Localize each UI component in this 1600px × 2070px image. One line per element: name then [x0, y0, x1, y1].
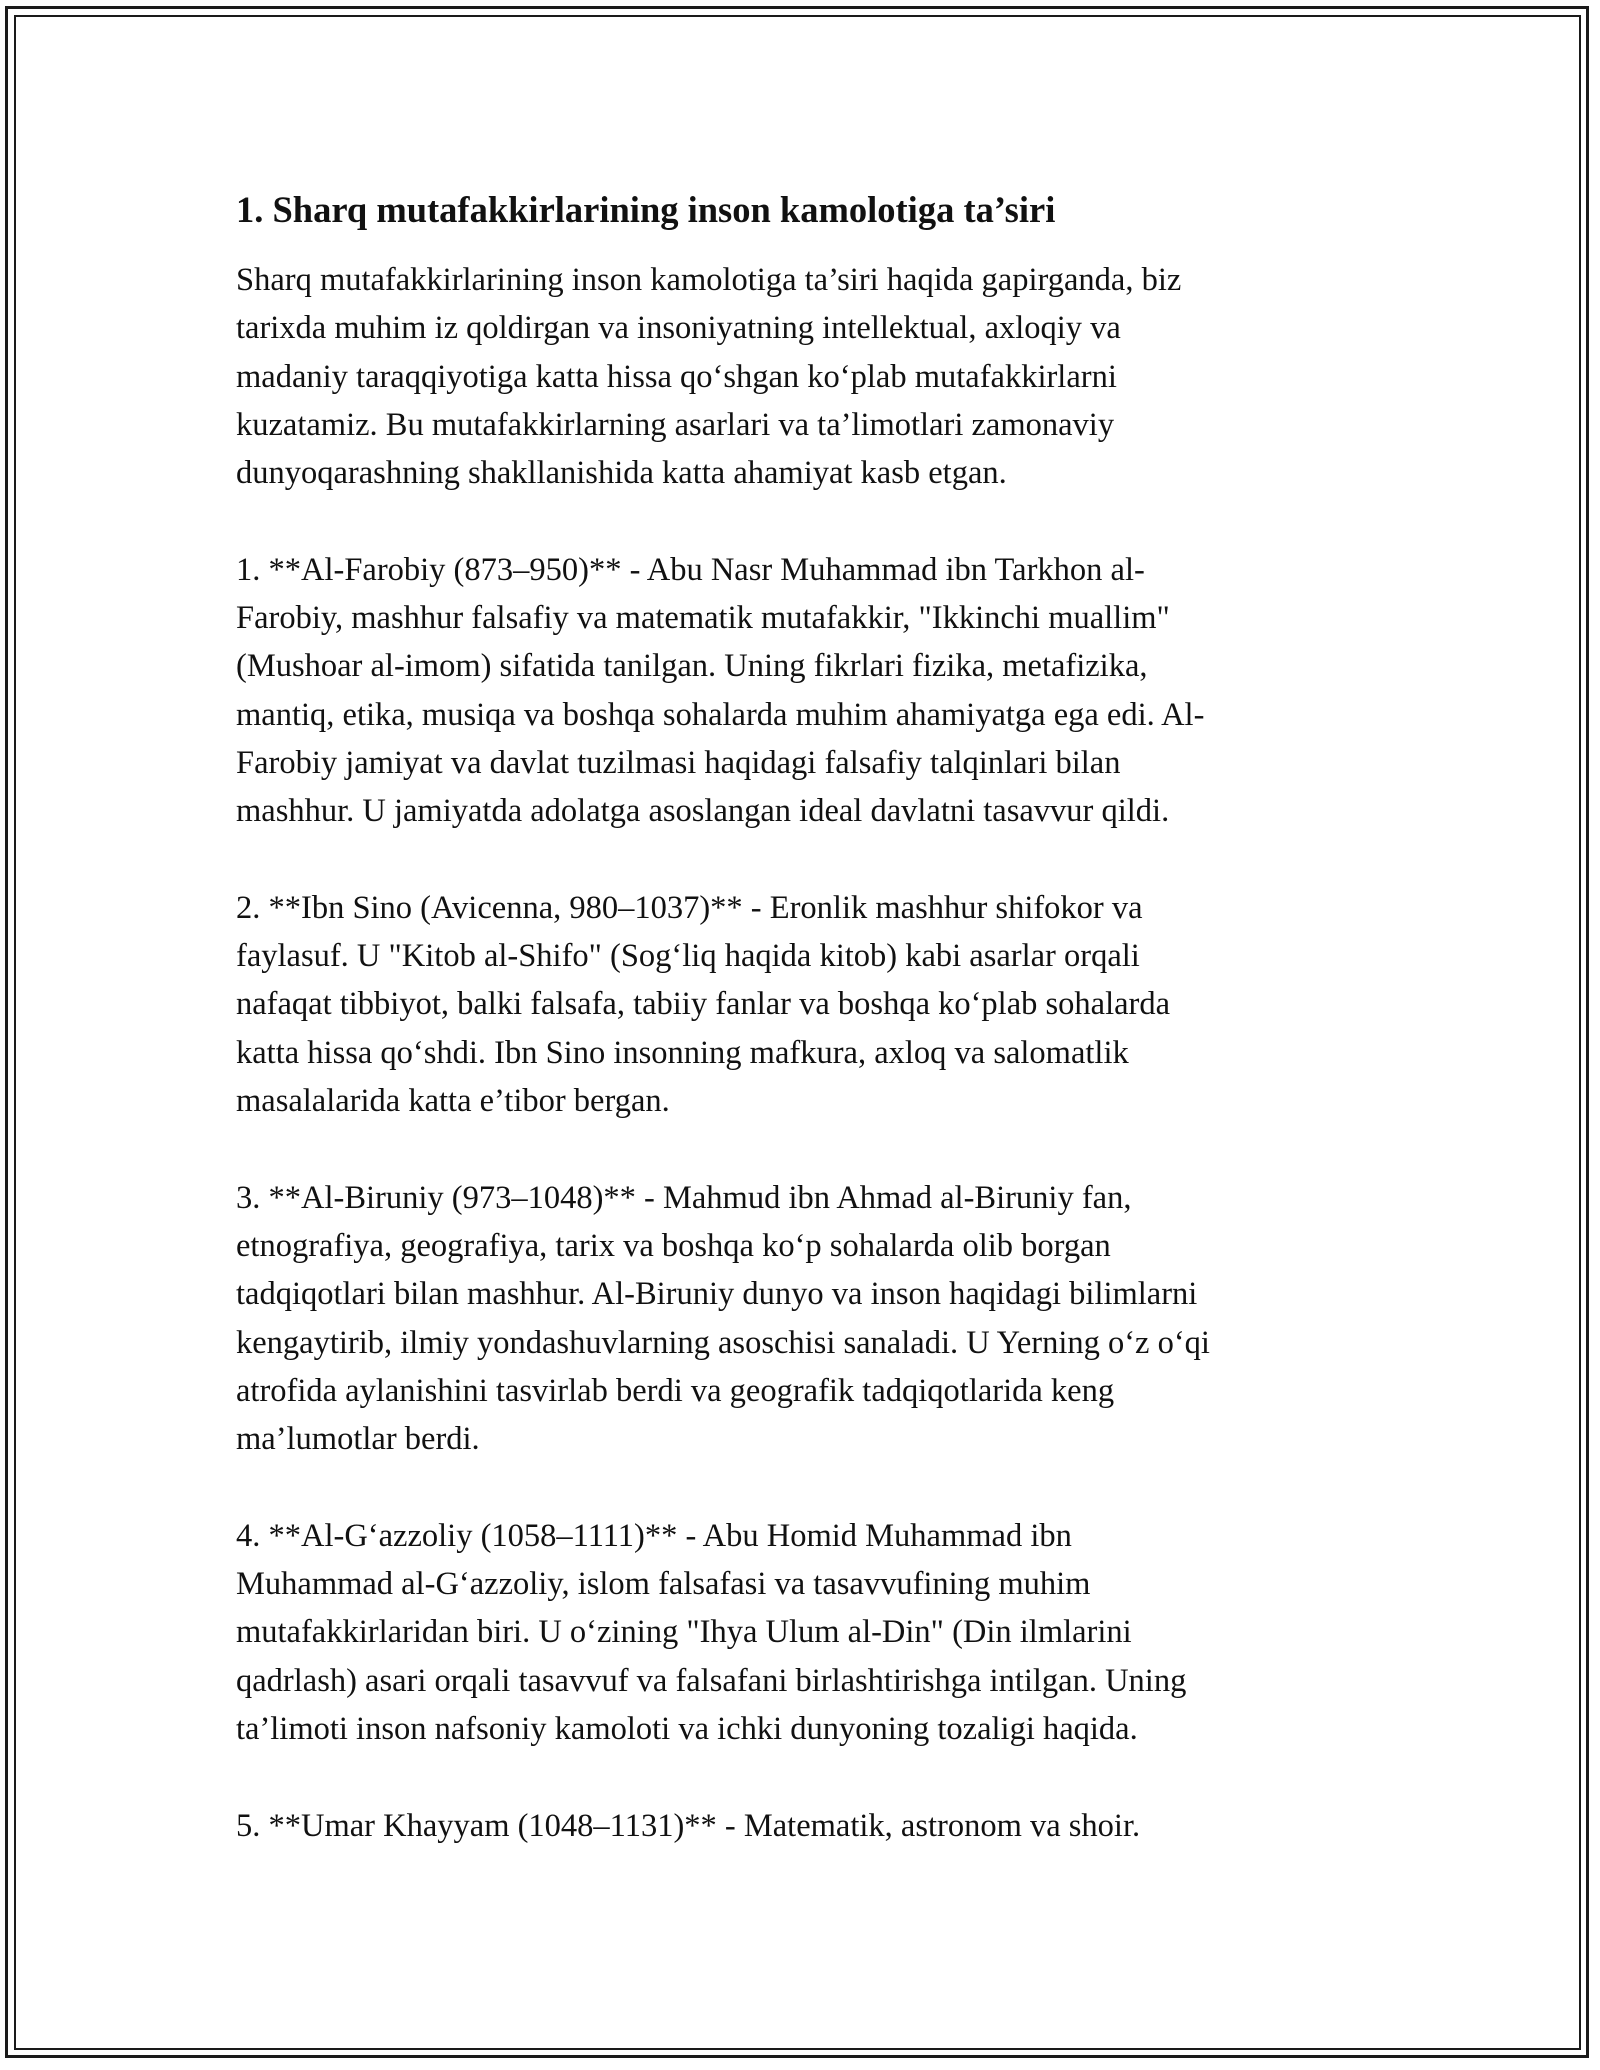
- text-line: dunyoqarashning shakllanishida katta ahamiyat kasb etgan.: [236, 455, 1007, 492]
- text-line: (Mushoar al-imom) sifatida tanilgan. Uning fikrlari fizika, metafizika,: [236, 648, 1148, 685]
- text-line: katta hissa qo‘shdi. Ibn Sino insonning mafkura, axloq va salomatlik: [236, 1034, 1129, 1071]
- text-line: Sharq mutafakkirlarining inson kamolotiga ta’siri haqida gapirganda, biz: [236, 262, 1182, 298]
- paragraph-al-gazzoliy: [236, 1512, 1366, 1753]
- text-line: 2. **Ibn Sino (Avicenna, 980–1037)** - Eronlik mashhur shifokor va: [236, 889, 1143, 926]
- paragraph-ibn-sino: [236, 884, 1366, 1125]
- document-body: [236, 184, 1366, 1898]
- text-line: ta’limoti inson nafsoniy kamoloti va ichki dunyoning tozaligi haqida.: [236, 1710, 1138, 1747]
- text-line: 3. **Al-Biruniy (973–1048)** - Mahmud ibn Ahmad al-Biruniy fan,: [236, 1179, 1132, 1216]
- text-line: faylasuf. U "Kitob al-Shifo" (Sog‘liq haqida kitob) kabi asarlar orqali: [236, 938, 1140, 975]
- text-line: ma’lumotlar berdi.: [236, 1421, 480, 1458]
- text-line: mantiq, etika, musiqa va boshqa sohalarda muhim ahamiyatga ega edi. Al-: [236, 696, 1205, 733]
- paragraph-umar-khayyam: [236, 1802, 1366, 1850]
- paragraph-intro: [236, 256, 1366, 497]
- text-line: kengaytirib, ilmiy yondashuvlarning asoschisi sanaladi. U Yerning o‘z o‘qi: [236, 1324, 1210, 1361]
- text-line: 5. **Umar Khayyam (1048–1131)** - Matematik, astronom va shoir.: [236, 1807, 1141, 1844]
- text-line: mashhur. U jamiyatda adolatga asoslangan ideal davlatni tasavvur qildi.: [236, 793, 1170, 830]
- text-line: Farobiy, mashhur falsafiy va matematik mutafakkir, "Ikkinchi muallim": [236, 600, 1170, 637]
- text-line: tadqiqotlari bilan mashhur. Al-Biruniy dunyo va inson haqidagi bilimlarni: [236, 1276, 1198, 1313]
- section-heading: 1. Sharq mutafakkirlarining inson kamolotiga ta’siri: [236, 189, 1056, 230]
- paragraph-al-farobiy: [236, 546, 1366, 836]
- text-line: Muhammad al-G‘azzoliy, islom falsafasi va tasavvufining muhim: [236, 1566, 1091, 1603]
- text-line: qadrlash) asari orqali tasavvuf va falsafani birlashtirishga intilgan. Uning: [236, 1662, 1187, 1699]
- text-line: etnografiya, geografiya, tarix va boshqa ko‘p sohalarda olib borgan: [236, 1227, 1111, 1264]
- text-line: tarixda muhim iz qoldirgan va insoniyatning intellektual, axloqiy va: [236, 310, 1121, 347]
- text-line: 4. **Al-G‘azzoliy (1058–1111)** - Abu Homid Muhammad ibn: [236, 1517, 1072, 1554]
- text-line: mutafakkirlaridan biri. U o‘zining "Ihya Ulum al-Din" (Din ilmlarini: [236, 1614, 1132, 1651]
- text-line: atrofida aylanishini tasvirlab berdi va geografik tadqiqotlarida keng: [236, 1372, 1115, 1409]
- text-line: 1. **Al-Farobiy (873–950)** - Abu Nasr Muhammad ibn Tarkhon al-: [236, 551, 1145, 588]
- text-line: nafaqat tibbiyot, balki falsafa, tabiiy fanlar va boshqa ko‘plab sohalarda: [236, 986, 1171, 1023]
- text-line: kuzatamiz. Bu mutafakkirlarning asarlari va ta’limotlari zamonaviy: [236, 406, 1115, 443]
- text-line: madaniy taraqqiyotiga katta hissa qo‘shgan ko‘plab mutafakkirlarni: [236, 358, 1117, 395]
- paragraph-al-biruniy: [236, 1174, 1366, 1464]
- text-line: masalalarida katta e’tibor bergan.: [236, 1083, 670, 1120]
- text-line: Farobiy jamiyat va davlat tuzilmasi haqidagi falsafiy talqinlari bilan: [236, 744, 1121, 781]
